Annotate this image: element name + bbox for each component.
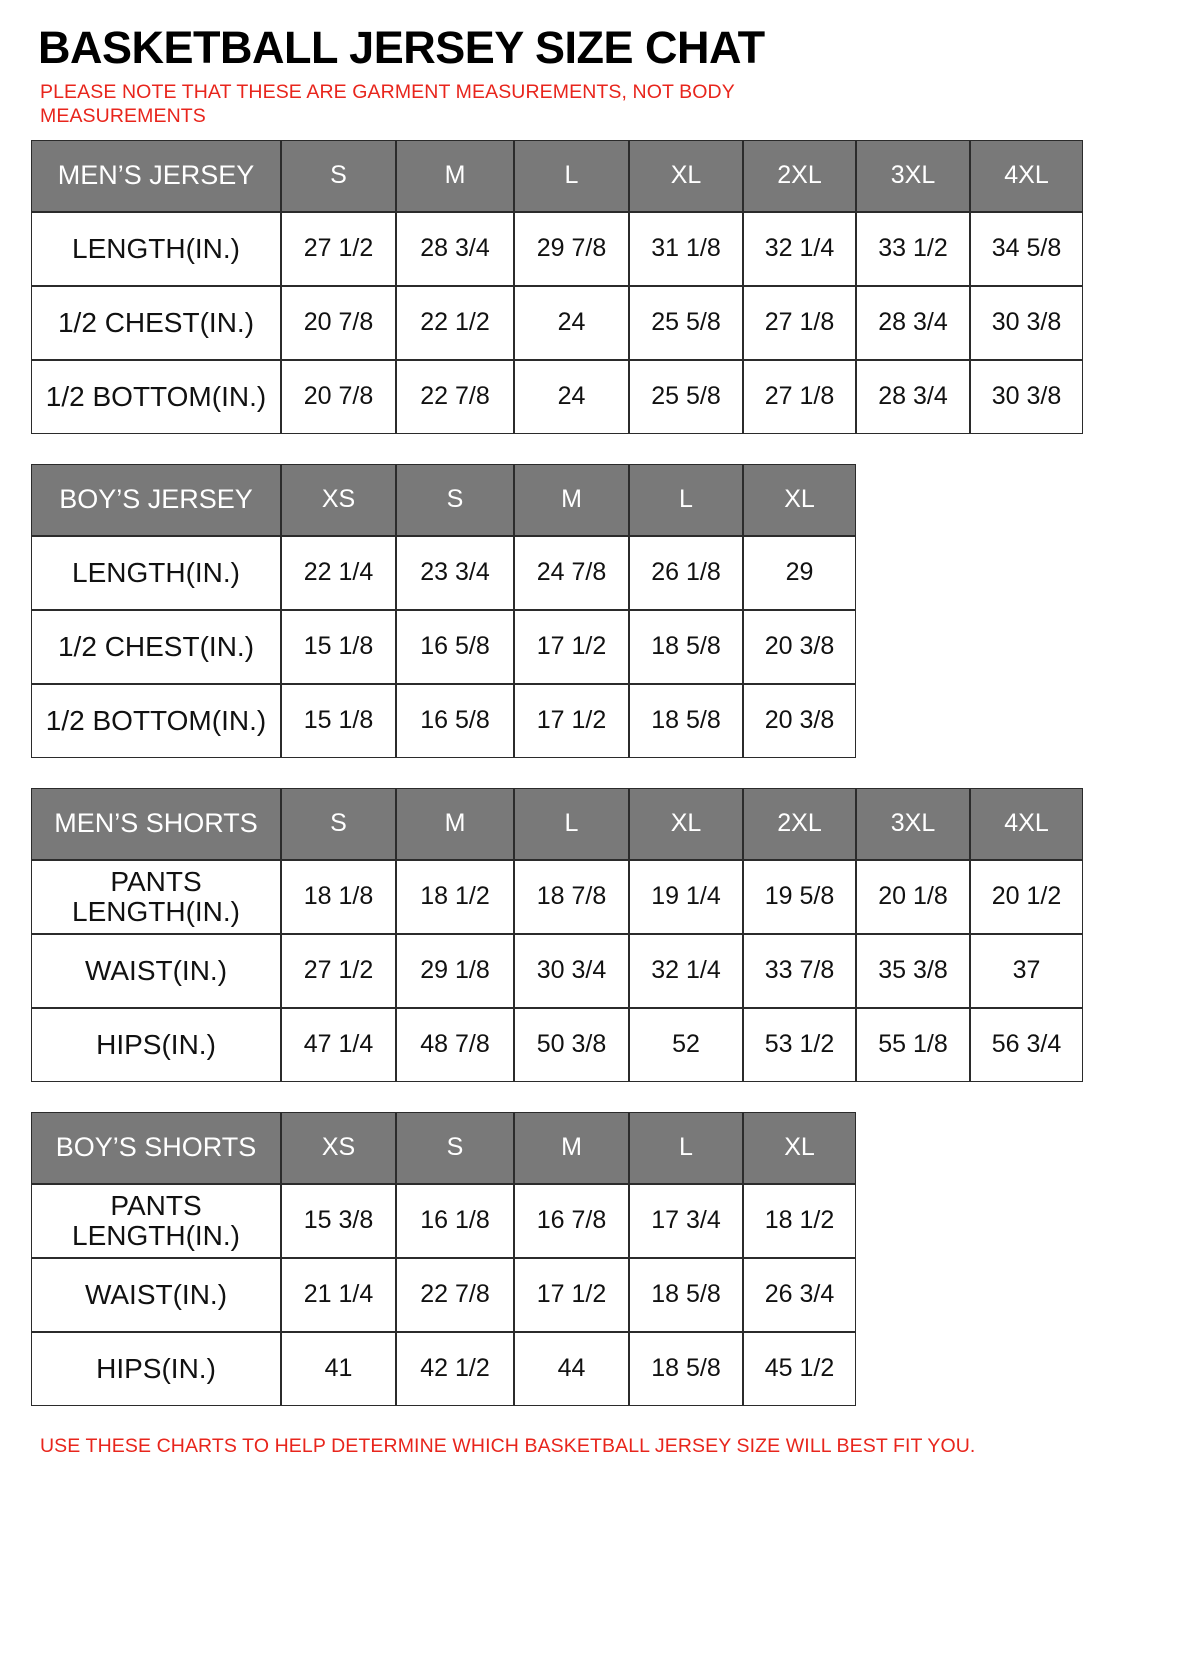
column-header: S <box>396 464 514 536</box>
table-cell: 30 3/8 <box>970 360 1083 434</box>
table-cell: 32 1/4 <box>629 934 743 1008</box>
table-cell: 15 1/8 <box>281 684 396 758</box>
table-cell: 33 7/8 <box>743 934 856 1008</box>
column-header: XS <box>281 464 396 536</box>
table-cell: 18 5/8 <box>629 1258 743 1332</box>
table-cell: 27 1/2 <box>281 934 396 1008</box>
table-cell: 18 7/8 <box>514 860 629 934</box>
row-label: LENGTH(IN.) <box>31 536 281 610</box>
row-label: PANTS LENGTH(IN.) <box>31 860 281 934</box>
table-cell: 35 3/8 <box>856 934 970 1008</box>
column-header: MEN’S SHORTS <box>31 788 281 860</box>
table-header-row <box>31 464 856 536</box>
table-cell: 48 7/8 <box>396 1008 514 1082</box>
table-cell: 15 1/8 <box>281 610 396 684</box>
row-label: PANTS LENGTH(IN.) <box>31 1184 281 1258</box>
table-cell: 18 1/2 <box>743 1184 856 1258</box>
table-cell: 34 5/8 <box>970 212 1083 286</box>
table-cell: 55 1/8 <box>856 1008 970 1082</box>
boys-shorts-table <box>30 1111 857 1407</box>
row-label: 1/2 BOTTOM(IN.) <box>31 684 281 758</box>
table-cell: 18 1/2 <box>396 860 514 934</box>
table-cell: 27 1/2 <box>281 212 396 286</box>
table-cell: 16 7/8 <box>514 1184 629 1258</box>
table-cell: 28 3/4 <box>856 286 970 360</box>
column-header: M <box>514 1112 629 1184</box>
table-cell: 24 7/8 <box>514 536 629 610</box>
table-header-row <box>31 788 1083 860</box>
table-cell: 41 <box>281 1332 396 1406</box>
table-cell: 18 5/8 <box>629 684 743 758</box>
table-cell: 17 1/2 <box>514 610 629 684</box>
table-cell: 33 1/2 <box>856 212 970 286</box>
table-row <box>31 610 856 684</box>
mens-shorts-table <box>30 787 1084 1083</box>
column-header: S <box>396 1112 514 1184</box>
column-header: L <box>514 140 629 212</box>
table-cell: 24 <box>514 286 629 360</box>
table-cell: 29 1/8 <box>396 934 514 1008</box>
table-cell: 44 <box>514 1332 629 1406</box>
column-header: L <box>629 1112 743 1184</box>
table-header-row <box>31 1112 856 1184</box>
table-cell: 37 <box>970 934 1083 1008</box>
table-header-row <box>31 140 1083 212</box>
table-cell: 24 <box>514 360 629 434</box>
table-cell: 50 3/8 <box>514 1008 629 1082</box>
column-header: 3XL <box>856 788 970 860</box>
table-cell: 20 1/2 <box>970 860 1083 934</box>
row-label: WAIST(IN.) <box>31 1258 281 1332</box>
column-header: XL <box>743 464 856 536</box>
table-cell: 18 5/8 <box>629 1332 743 1406</box>
table-row <box>31 286 1083 360</box>
table-cell: 29 <box>743 536 856 610</box>
column-header: L <box>514 788 629 860</box>
column-header: XS <box>281 1112 396 1184</box>
table-cell: 20 7/8 <box>281 360 396 434</box>
column-header: S <box>281 140 396 212</box>
column-header: BOY’S SHORTS <box>31 1112 281 1184</box>
table-row <box>31 860 1083 934</box>
footer-note: USE THESE CHARTS TO HELP DETERMINE WHICH BASKETBALL JERSEY SIZE WILL BEST FIT YOU. <box>40 1434 976 1457</box>
table-cell: 25 5/8 <box>629 286 743 360</box>
table-cell: 18 1/8 <box>281 860 396 934</box>
table-row <box>31 934 1083 1008</box>
column-header: 3XL <box>856 140 970 212</box>
table-cell: 29 7/8 <box>514 212 629 286</box>
table-cell: 17 1/2 <box>514 684 629 758</box>
column-header: XL <box>629 788 743 860</box>
table-cell: 27 1/8 <box>743 360 856 434</box>
table-cell: 47 1/4 <box>281 1008 396 1082</box>
table-cell: 19 1/4 <box>629 860 743 934</box>
table-cell: 45 1/2 <box>743 1332 856 1406</box>
table-cell: 31 1/8 <box>629 212 743 286</box>
table-cell: 32 1/4 <box>743 212 856 286</box>
table-cell: 19 5/8 <box>743 860 856 934</box>
column-header: 4XL <box>970 140 1083 212</box>
table-row <box>31 536 856 610</box>
table-cell: 23 3/4 <box>396 536 514 610</box>
table-cell: 28 3/4 <box>856 360 970 434</box>
table-row <box>31 212 1083 286</box>
row-label: 1/2 CHEST(IN.) <box>31 286 281 360</box>
column-header: XL <box>743 1112 856 1184</box>
column-header: MEN’S JERSEY <box>31 140 281 212</box>
row-label: WAIST(IN.) <box>31 934 281 1008</box>
table-cell: 22 7/8 <box>396 360 514 434</box>
row-label: LENGTH(IN.) <box>31 212 281 286</box>
column-header: S <box>281 788 396 860</box>
table-cell: 26 3/4 <box>743 1258 856 1332</box>
table-cell: 42 1/2 <box>396 1332 514 1406</box>
table-cell: 18 5/8 <box>629 610 743 684</box>
column-header: M <box>396 140 514 212</box>
table-cell: 25 5/8 <box>629 360 743 434</box>
column-header: L <box>629 464 743 536</box>
column-header: 4XL <box>970 788 1083 860</box>
table-row <box>31 1184 856 1258</box>
column-header: BOY’S JERSEY <box>31 464 281 536</box>
table-row <box>31 1008 1083 1082</box>
table-cell: 20 1/8 <box>856 860 970 934</box>
row-label: HIPS(IN.) <box>31 1008 281 1082</box>
table-cell: 20 3/8 <box>743 684 856 758</box>
row-label: 1/2 CHEST(IN.) <box>31 610 281 684</box>
table-row <box>31 1258 856 1332</box>
table-cell: 30 3/4 <box>514 934 629 1008</box>
column-header: 2XL <box>743 788 856 860</box>
table-cell: 15 3/8 <box>281 1184 396 1258</box>
table-cell: 21 1/4 <box>281 1258 396 1332</box>
table-cell: 52 <box>629 1008 743 1082</box>
table-cell: 16 5/8 <box>396 684 514 758</box>
mens-jersey-table <box>30 139 1084 435</box>
table-cell: 16 5/8 <box>396 610 514 684</box>
row-label: 1/2 BOTTOM(IN.) <box>31 360 281 434</box>
table-cell: 20 3/8 <box>743 610 856 684</box>
table-cell: 26 1/8 <box>629 536 743 610</box>
measurement-note: PLEASE NOTE THAT THESE ARE GARMENT MEASUREMENTS, NOT BODY MEASUREMENTS <box>40 81 735 128</box>
table-cell: 17 1/2 <box>514 1258 629 1332</box>
table-cell: 20 7/8 <box>281 286 396 360</box>
table-cell: 17 3/4 <box>629 1184 743 1258</box>
table-cell: 22 1/4 <box>281 536 396 610</box>
page-title: BASKETBALL JERSEY SIZE CHAT <box>38 22 765 73</box>
table-cell: 28 3/4 <box>396 212 514 286</box>
table-cell: 53 1/2 <box>743 1008 856 1082</box>
table-cell: 27 1/8 <box>743 286 856 360</box>
column-header: 2XL <box>743 140 856 212</box>
table-row <box>31 360 1083 434</box>
column-header: M <box>514 464 629 536</box>
table-cell: 56 3/4 <box>970 1008 1083 1082</box>
row-label: HIPS(IN.) <box>31 1332 281 1406</box>
table-cell: 22 7/8 <box>396 1258 514 1332</box>
table-cell: 22 1/2 <box>396 286 514 360</box>
table-cell: 30 3/8 <box>970 286 1083 360</box>
table-row <box>31 684 856 758</box>
column-header: XL <box>629 140 743 212</box>
column-header: M <box>396 788 514 860</box>
boys-jersey-table <box>30 463 857 759</box>
table-cell: 16 1/8 <box>396 1184 514 1258</box>
table-row <box>31 1332 856 1406</box>
